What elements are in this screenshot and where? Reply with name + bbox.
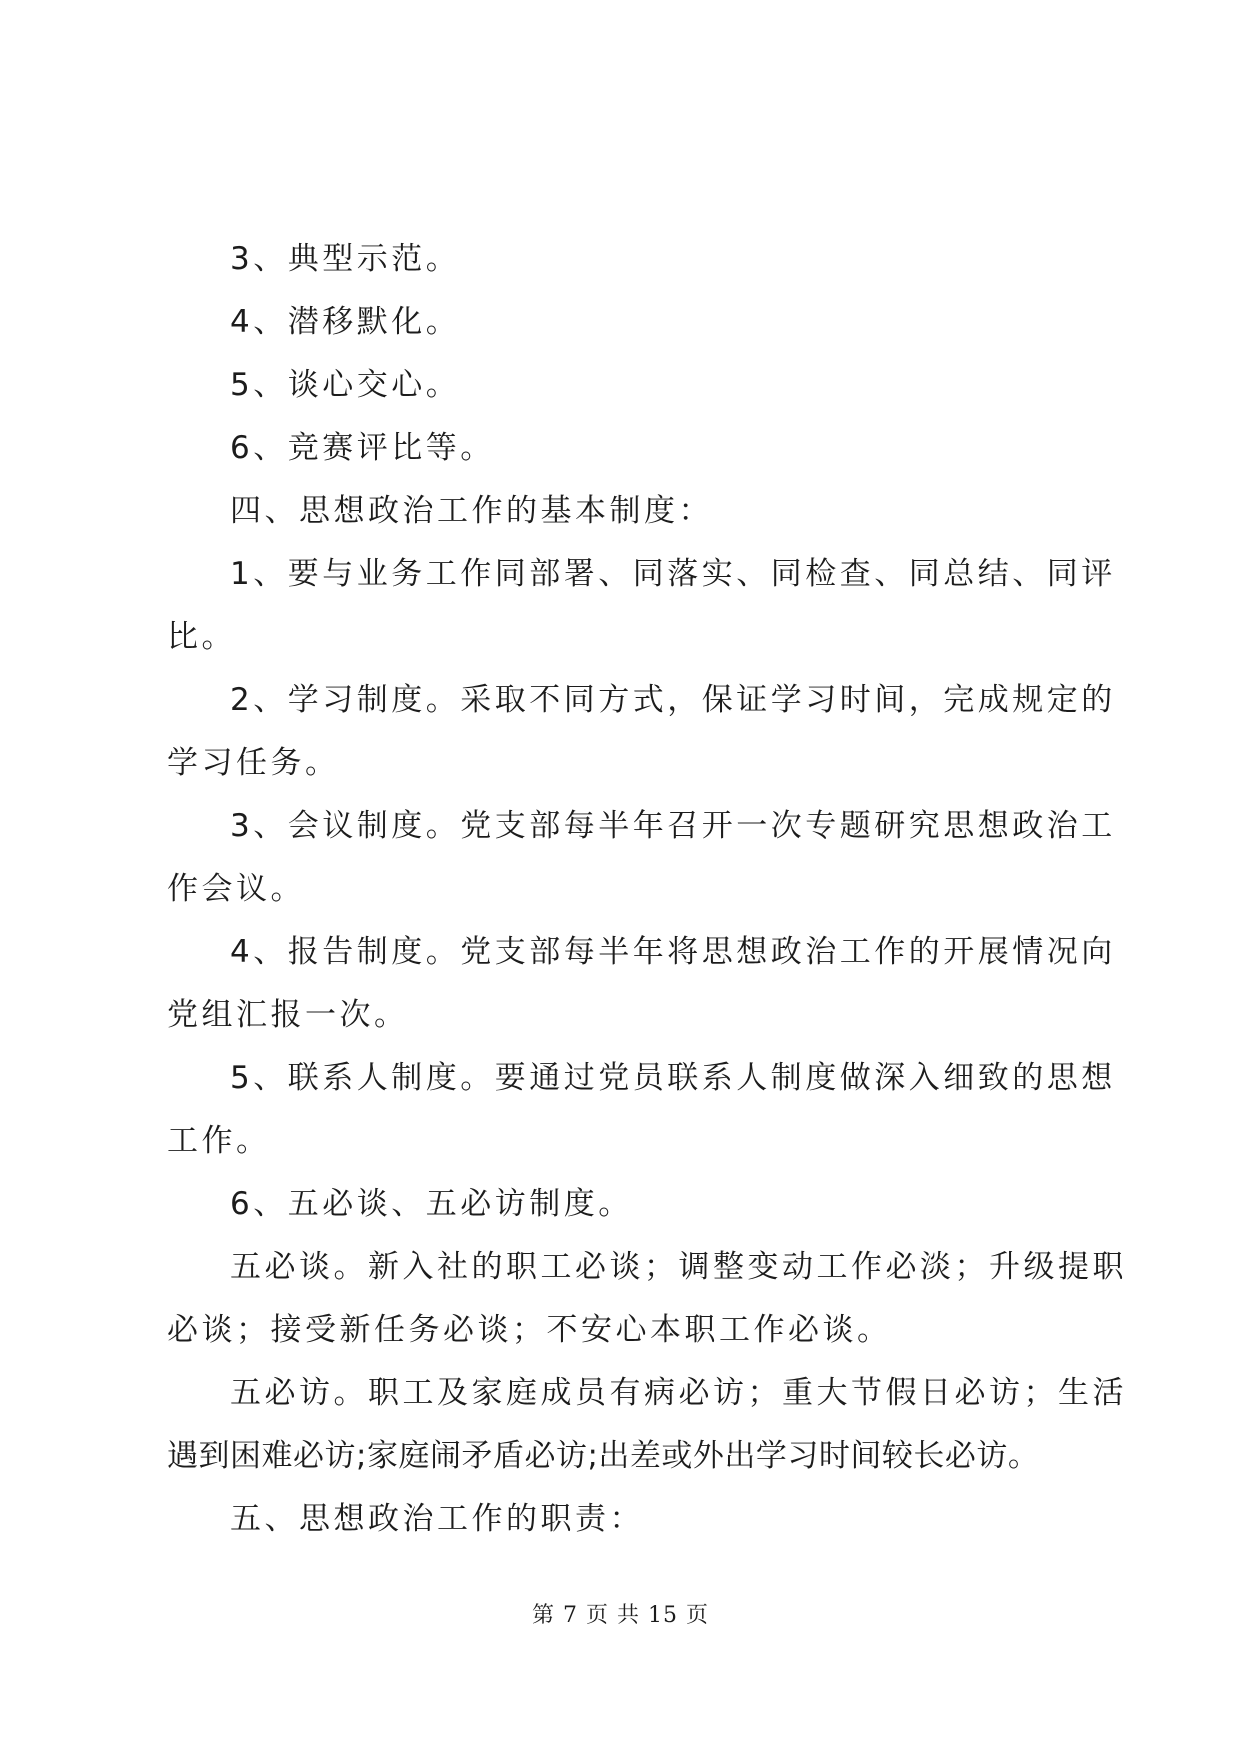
- text-line: 6、竞赛评比等。: [230, 430, 495, 466]
- section-heading: 五、思想政治工作的职责：: [230, 1501, 644, 1537]
- section-heading: 四、思想政治工作的基本制度：: [230, 493, 713, 529]
- text-line: 遇到困难必访;家庭闹矛盾必访;出差或外出学习时间较长必访。: [167, 1438, 1040, 1474]
- text-line: 1、要与业务工作同部署、同落实、同检查、同总结、同评: [230, 556, 1116, 592]
- text-line: 2、学习制度。采取不同方式，保证学习时间，完成规定的: [230, 682, 1116, 718]
- text-line: 党组汇报一次。: [167, 997, 409, 1033]
- text-line: 必谈；接受新任务必谈；不安心本职工作必谈。: [167, 1312, 892, 1348]
- text-line: 学习任务。: [167, 745, 340, 781]
- text-line: 3、会议制度。党支部每半年召开一次专题研究思想政治工: [230, 808, 1116, 844]
- text-line: 5、联系人制度。要通过党员联系人制度做深入细致的思想: [230, 1060, 1116, 1096]
- text-line: 4、潜移默化。: [230, 304, 461, 340]
- page-number: 第 7 页 共 15 页: [532, 1603, 709, 1628]
- text-line: 比。: [167, 619, 236, 655]
- text-line: 6、五必谈、五必访制度。: [230, 1186, 633, 1222]
- text-line: 五必谈。新入社的职工必谈；调整变动工作必淡；升级提职: [230, 1249, 1127, 1285]
- document-body: [167, 228, 1127, 1551]
- text-line: 工作。: [167, 1123, 271, 1159]
- text-line: 3、典型示范。: [230, 241, 461, 277]
- text-line: 作会议。: [167, 871, 305, 907]
- text-line: 5、谈心交心。: [230, 367, 461, 403]
- text-line: 4、报告制度。党支部每半年将思想政治工作的开展情况向: [230, 934, 1116, 970]
- text-line: 五必访。职工及家庭成员有病必访；重大节假日必访；生活: [230, 1375, 1127, 1411]
